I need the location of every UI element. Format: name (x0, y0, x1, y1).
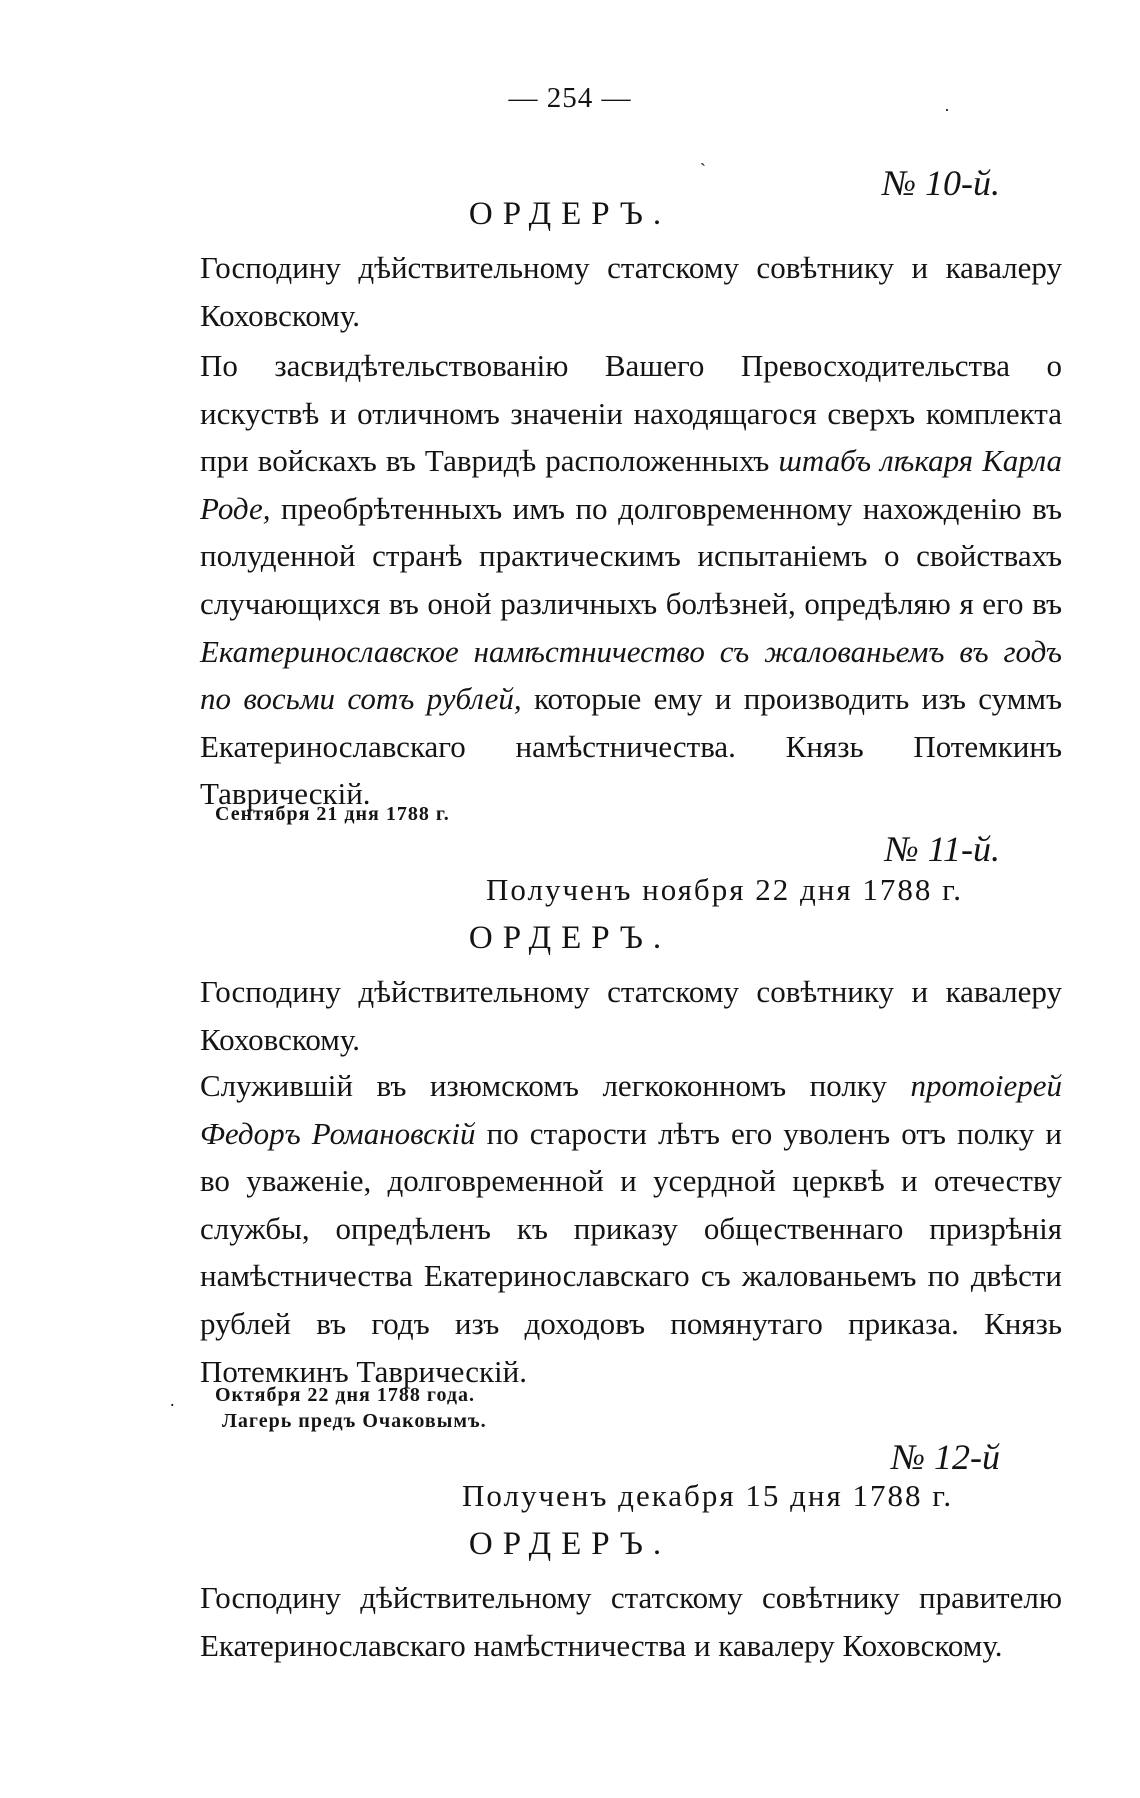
order-number: № 10-й. (882, 163, 1000, 203)
order-heading: ОРДЕРЪ. (468, 920, 672, 956)
order-heading: ОРДЕРЪ. (468, 1526, 672, 1562)
body-text: По засвидѣтельствованію Вашего Превосходительства о искуствѣ и отличномъ значеніи находящагося сверхъ комплекта при войскахъ въ Тавридѣ расположенныхъ (200, 348, 1062, 479)
print-speck: ˋ (700, 160, 706, 180)
order-body (200, 342, 1062, 818)
order-address (200, 1574, 1062, 1669)
body-italic-text: штабъ лѣкаря Карла Роде, (200, 443, 1062, 526)
order-address (200, 244, 1062, 339)
order-address (200, 968, 1062, 1063)
received-date: Полученъ декабря 15 дня 1788 г. (462, 1478, 954, 1513)
order-body (200, 1062, 1062, 1395)
order-place: Лагерь предъ Очаковымъ. (222, 1410, 487, 1432)
address-text: Господину дѣйствительному статскому совѣтнику и кавалеру Коховскому. (200, 250, 1062, 333)
order-date: Октября 22 дня 1788 года. (215, 1384, 475, 1406)
address-text: Господину дѣйствительному статскому совѣтнику правителю Екатеринославскаго намѣстничества и кавалеру Коховскому. (200, 1580, 1062, 1663)
received-date: Полученъ ноября 22 дня 1788 г. (486, 872, 964, 907)
order-number: № 11-й. (884, 829, 1000, 869)
body-text: преобрѣтенныхъ имъ по долговременному нахожденію въ полуденной странѣ практическимъ испытаніемъ о свойствахъ случающихся въ оной различныхъ болѣзней, опредѣляю я его въ (200, 490, 1062, 621)
body-text: по старости лѣтъ его уволенъ отъ полку и во уваженіе, долговременной и усердной церквѣ и отечеству службы, опредѣленъ къ приказу общественнаго призрѣнія намѣстничества Екатеринославскаго съ жалованьемъ по двѣсти рублей въ годъ изъ доходовъ помянутаго приказа. Князь Потемкинъ Таврическій. (200, 1115, 1062, 1389)
body-text: которые ему и производить изъ суммъ Екатеринославскаго намѣстничества. Князь Потемкинъ Таврическій. (200, 681, 1062, 812)
address-text: Господину дѣйствительному статскому совѣтнику и кавалеру Коховскому. (200, 974, 1062, 1057)
order-number: № 12-й (891, 1437, 1000, 1477)
print-speck: . (170, 1390, 175, 1410)
body-italic-text: Екатеринославское намѣстничество съ жалованьемъ въ годъ по восьми сотъ рублей, (200, 633, 1062, 717)
body-italic-text: протоіерей Федоръ Романовскій (200, 1068, 1062, 1151)
body-text: Служившій въ изюмскомъ легкоконномъ полку (200, 1068, 911, 1103)
print-speck: · (944, 100, 950, 120)
order-date: Сентября 21 дня 1788 г. (215, 803, 450, 825)
page-number: — 254 — (508, 82, 632, 114)
order-heading: ОРДЕРЪ. (468, 196, 672, 232)
